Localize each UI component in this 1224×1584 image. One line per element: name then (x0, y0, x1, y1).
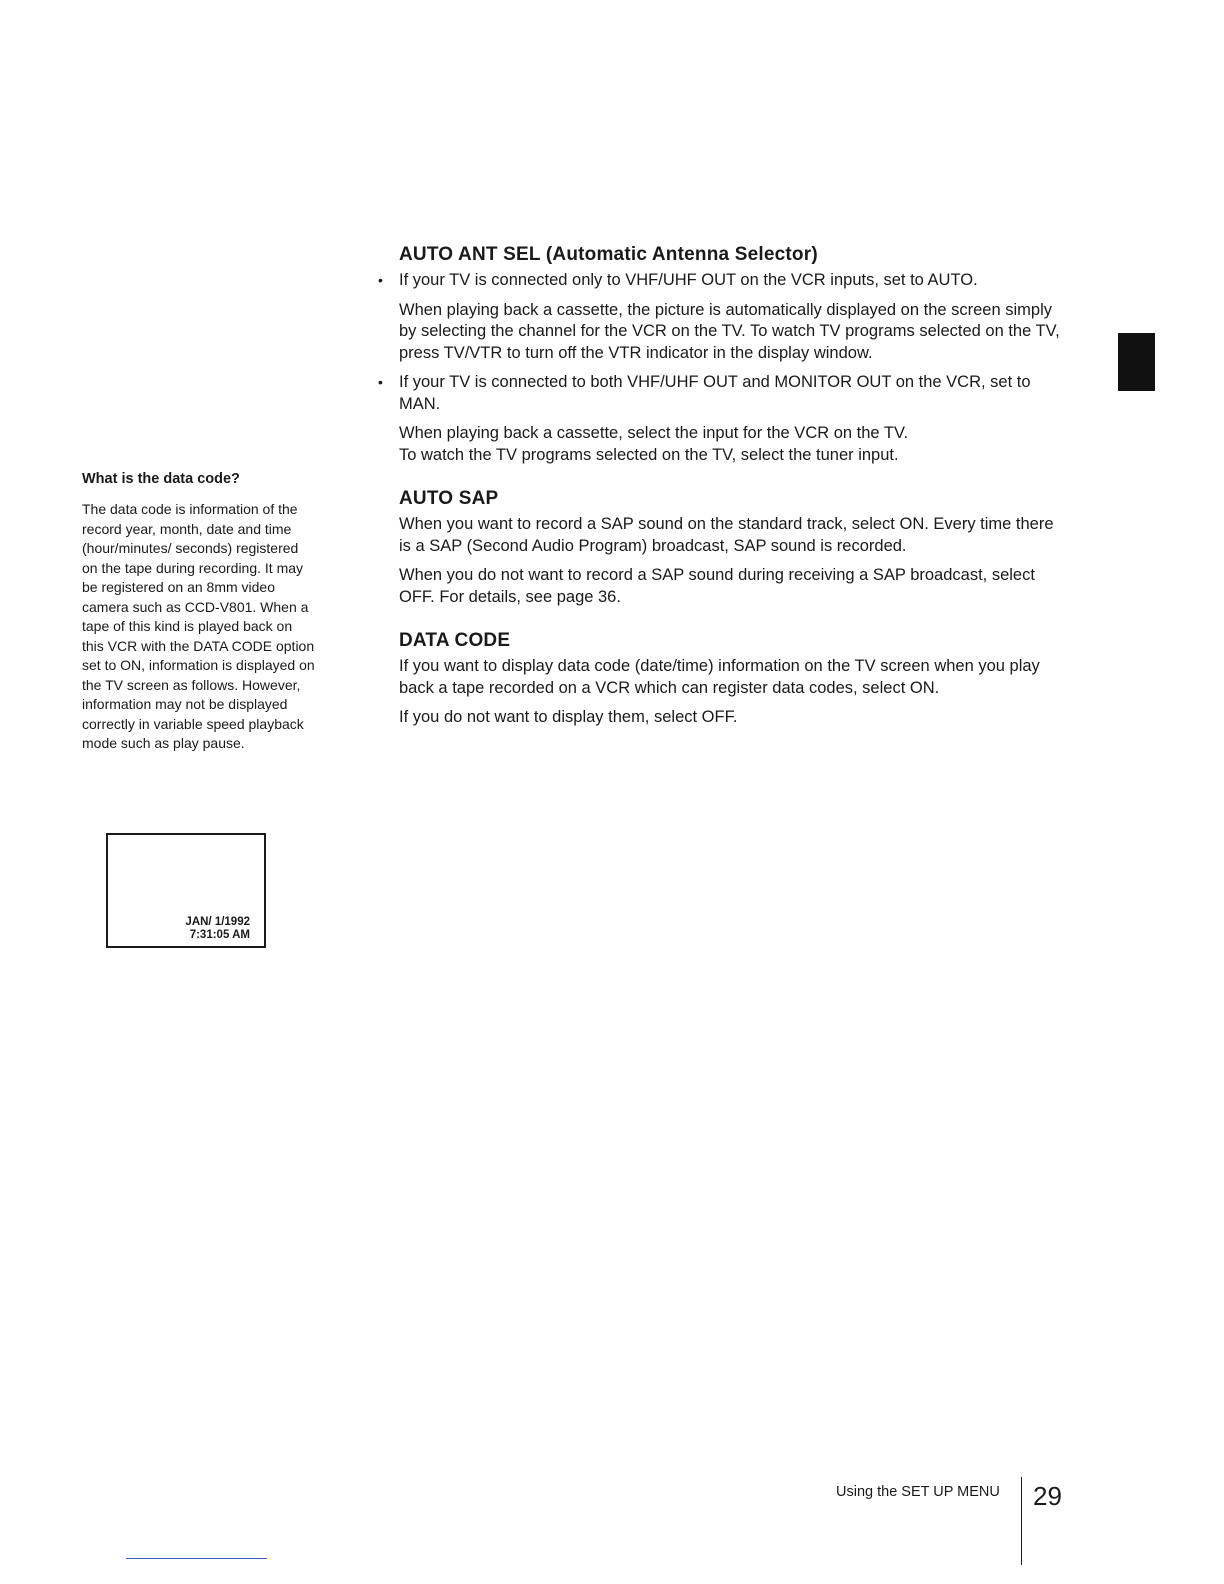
footer-section-label: Using the SET UP MENU (836, 1484, 1000, 1500)
section-title-auto-ant-sel: AUTO ANT SEL (Automatic Antenna Selector) (399, 244, 818, 265)
bullet-man: • If your TV is connected to both VHF/UHF OUT and MONITOR OUT on the VCR, set to MAN. (399, 372, 1069, 415)
tv-data-code-time: 7:31:05 AM (189, 929, 250, 941)
sidebar-heading: What is the data code? (82, 471, 240, 487)
footer-divider (1021, 1477, 1022, 1565)
section-auto-ant-sel (399, 244, 1069, 466)
main-content (399, 244, 1069, 751)
data-code-para-2: If you do not want to display them, select OFF. (399, 708, 738, 726)
section-auto-sap (399, 488, 1069, 608)
section-title-auto-sap: AUTO SAP (399, 488, 499, 509)
bottom-rule (126, 1558, 267, 1559)
section-data-code (399, 630, 1069, 729)
data-code-para-1: If you want to display data code (date/time) information on the TV screen when you play back a tape recorded on a VCR which can register data codes, select ON. (399, 657, 1040, 697)
tv-data-code-date: JAN/ 1/1992 (185, 916, 250, 928)
auto-sap-para-2: When you do not want to record a SAP sound during receiving a SAP broadcast, select OFF. For details, see page 36. (399, 566, 1035, 606)
section-title-data-code: DATA CODE (399, 630, 511, 651)
bullet-auto: • If your TV is connected only to VHF/UHF OUT on the VCR inputs, set to AUTO. (399, 270, 1069, 292)
tv-screen-illustration (106, 833, 266, 948)
page-number: 29 (1033, 1481, 1062, 1511)
chapter-edge-tab (1118, 333, 1155, 391)
sidebar-note (82, 470, 317, 754)
tv-data-code (185, 916, 250, 942)
auto-ant-sel-para-1: When playing back a cassette, the picture is automatically displayed on the screen simply by selecting the channel for the VCR on the TV. To watch TV programs selected on the TV, press TV/VTR to turn off the VTR indicator in the display window. (399, 300, 1060, 362)
auto-ant-sel-para-2-line-1: When playing back a cassette, select the input for the VCR on the TV. (399, 424, 909, 442)
sidebar-text: The data code is information of the record year, month, date and time (hour/minutes/ seconds) registered on the tape during recording. It may be registered on an 8mm video camera such as CCD-V801. When a tape of this kind is played back on this VCR with the DATA CODE option set to ON, information is displayed on the TV screen as follows. However, information may not be displayed correctly in variable speed playback mode such as play pause. (82, 501, 315, 751)
auto-ant-sel-para-2-line-2: To watch the TV programs selected on the TV, select the tuner input. (399, 445, 899, 464)
auto-sap-para-1: When you want to record a SAP sound on the standard track, select ON. Every time there is a SAP (Second Audio Program) broadcast, SAP sound is recorded. (399, 515, 1054, 555)
